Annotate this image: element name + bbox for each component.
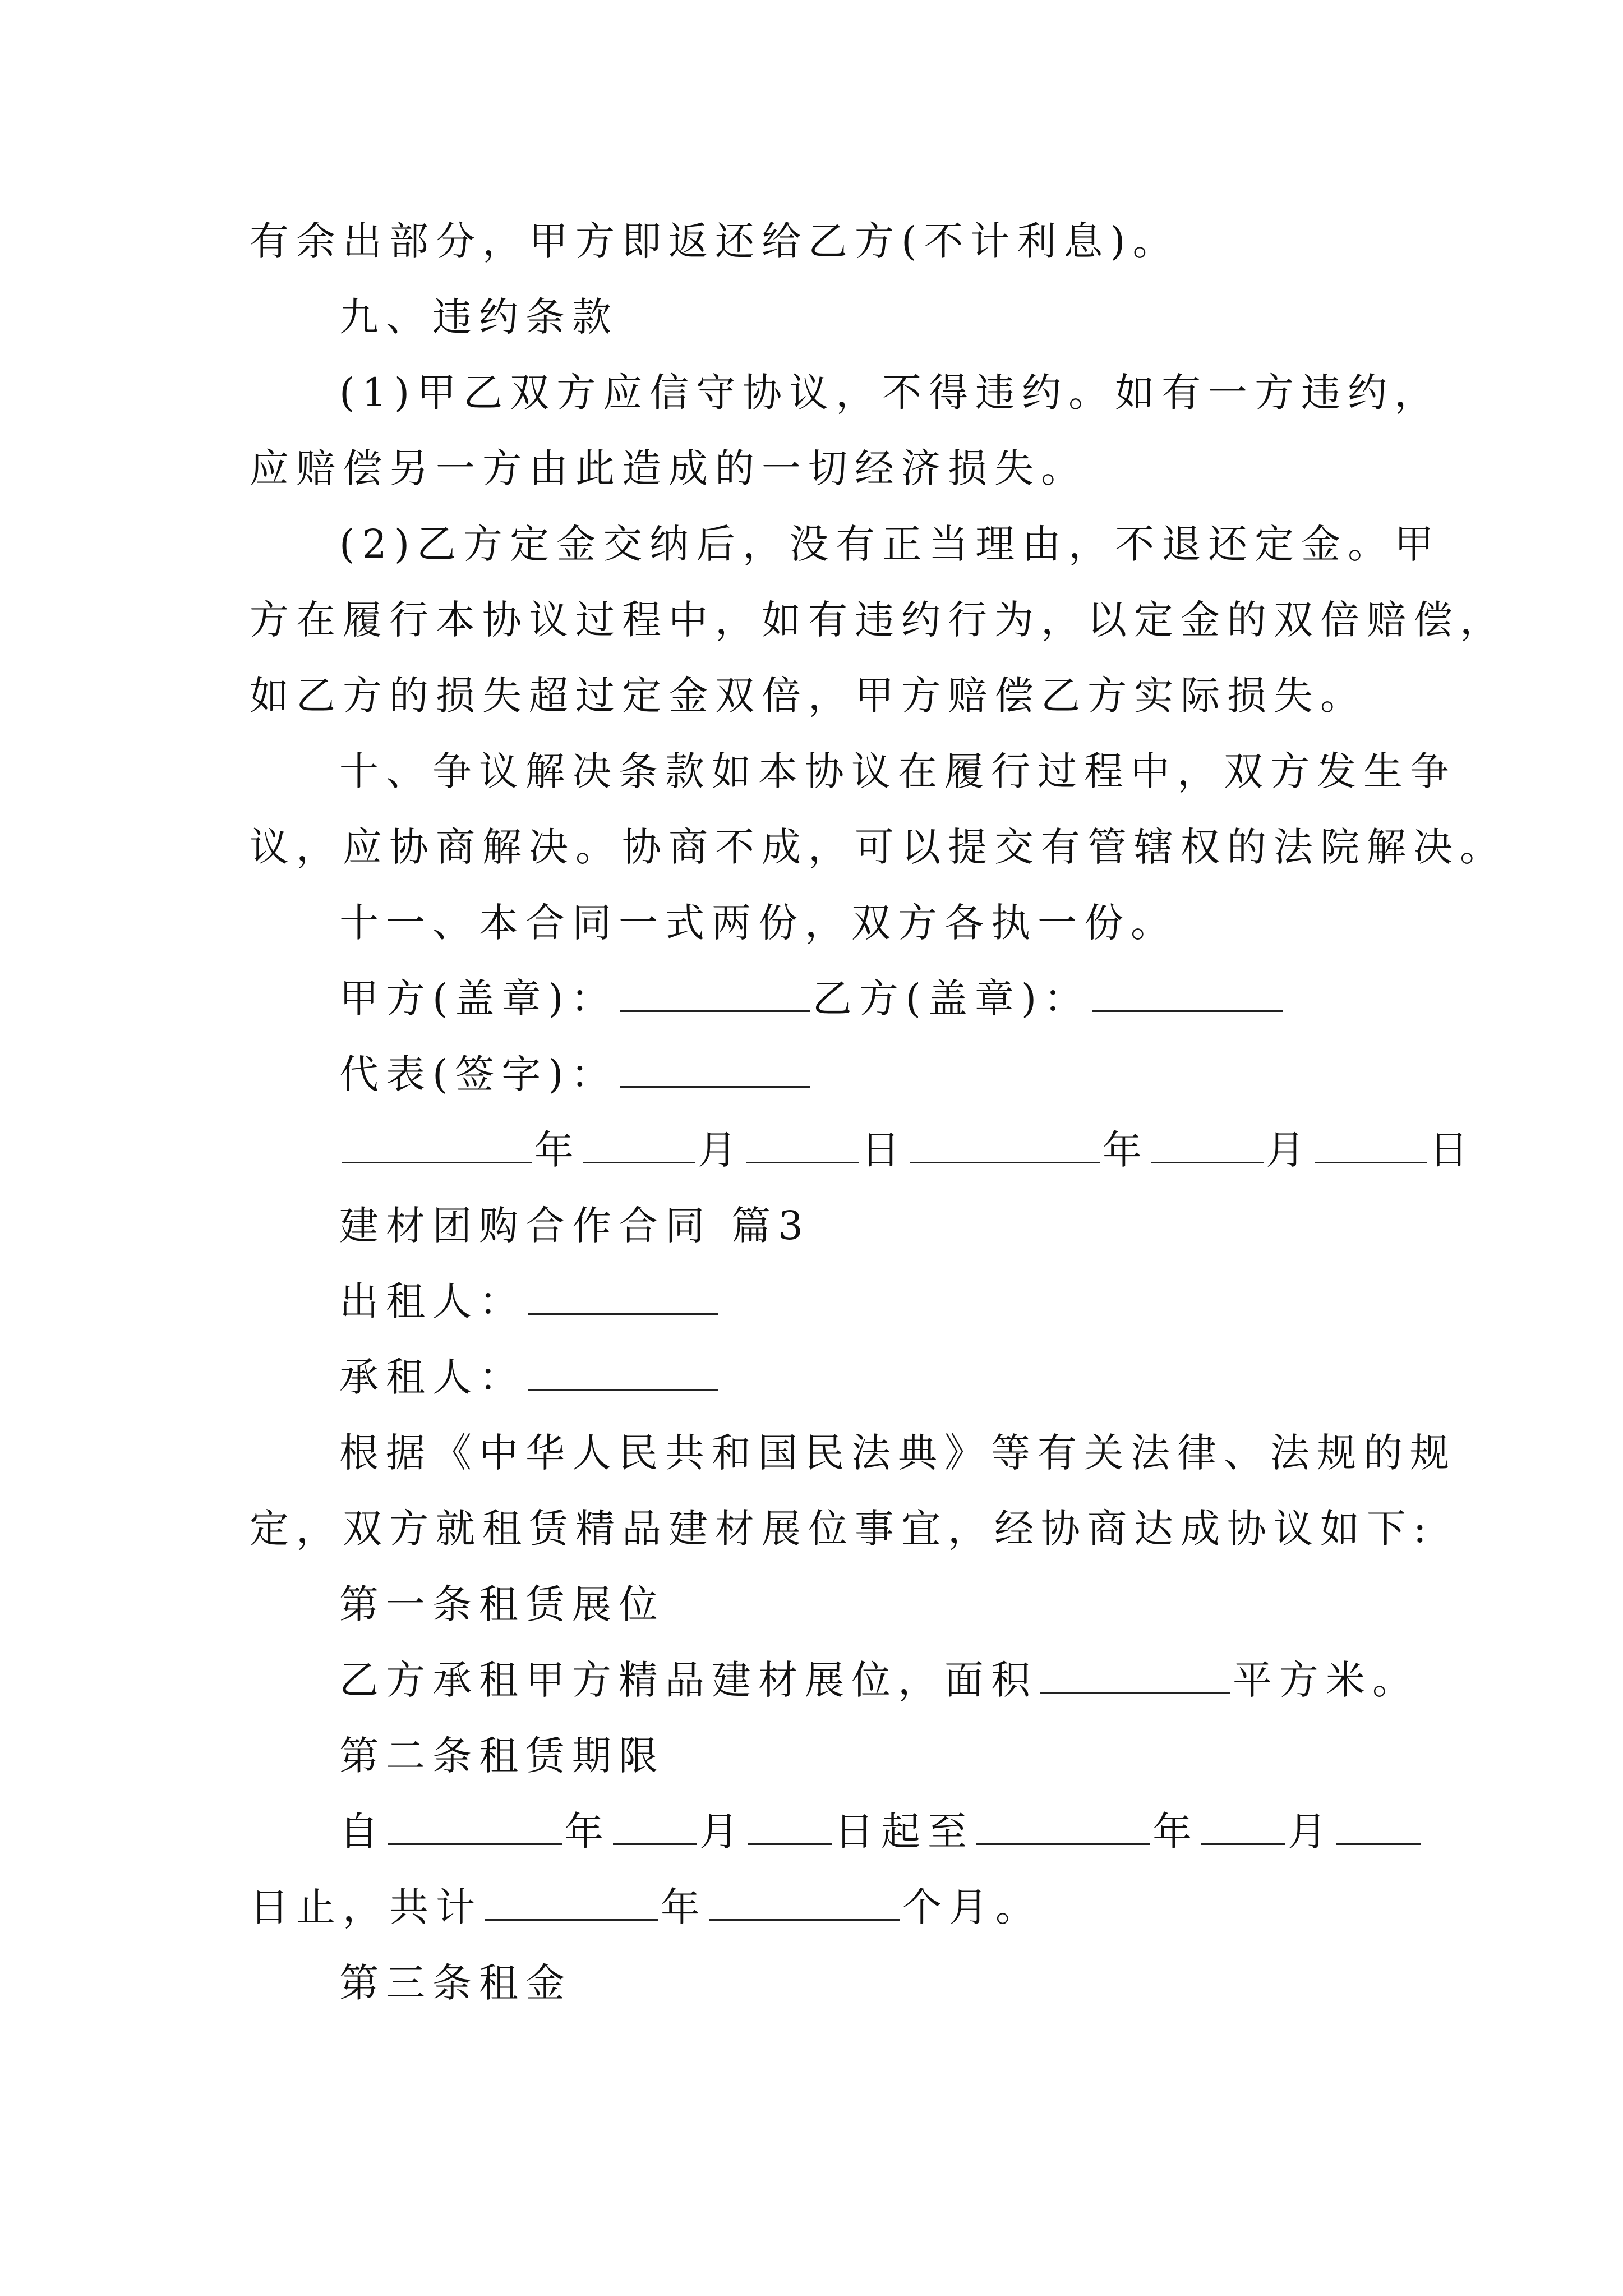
party-b-blank[interactable]: [1092, 977, 1283, 1012]
paragraph-line: 十一、本合同一式两份，双方各执一份。: [339, 900, 1177, 946]
term-from-label: 自: [339, 1809, 386, 1855]
area-unit: 平方米。: [1233, 1657, 1419, 1703]
signature-line-parties: [339, 970, 1285, 1027]
month-label: 月: [698, 1127, 744, 1173]
paragraph-line: (2)乙方定金交纳后，没有正当理由，不退还定金。甲: [339, 521, 1441, 567]
section-heading-breach: 九、违约条款: [339, 294, 619, 340]
paragraph-line: 定，双方就租赁精品建材展位事宜，经协商达成协议如下:: [250, 1506, 1434, 1552]
start-month-blank[interactable]: [613, 1810, 697, 1845]
rep-label: 代表(签字)：: [339, 1051, 617, 1097]
lessor-label: 出租人：: [339, 1278, 525, 1324]
year-blank[interactable]: [910, 1128, 1100, 1163]
end-day-blank[interactable]: [1336, 1810, 1421, 1845]
paragraph-line: 如乙方的损失超过定金双倍，甲方赔偿乙方实际损失。: [250, 673, 1367, 719]
paragraph-line: 议，应协商解决。协商不成，可以提交有管辖权的法院解决。: [250, 824, 1506, 870]
paragraph-line: 有余出部分，甲方即返还给乙方(不计利息)。: [250, 218, 1179, 264]
day-label: 日: [861, 1127, 907, 1173]
lessee-blank[interactable]: [528, 1355, 718, 1391]
months-label: 个月。: [902, 1884, 1042, 1930]
month-label: 月: [1288, 1809, 1334, 1855]
article-1-title: 第一条租赁展位: [339, 1581, 665, 1627]
year-label: 年: [1103, 1127, 1149, 1173]
lessor-line: [339, 1273, 721, 1329]
signature-line-rep: [339, 1046, 813, 1102]
rep-blank[interactable]: [620, 1052, 810, 1088]
month-label: 月: [699, 1809, 746, 1855]
article-2-title: 第二条租赁期限: [339, 1733, 665, 1779]
term-line-1: [339, 1803, 1423, 1860]
start-day-blank[interactable]: [748, 1810, 832, 1845]
end-month-blank[interactable]: [1201, 1810, 1285, 1845]
year-blank[interactable]: [342, 1128, 532, 1163]
month-blank[interactable]: [583, 1128, 695, 1163]
end-year-blank[interactable]: [976, 1810, 1150, 1845]
day-from-label: 日起至: [834, 1809, 974, 1855]
day-label: 日: [1429, 1127, 1476, 1173]
paragraph-line: (1)甲乙双方应信守协议，不得违约。如有一方违约，: [339, 370, 1441, 416]
lessor-blank[interactable]: [528, 1280, 718, 1315]
day-to-label: 日止，共计: [250, 1884, 482, 1930]
month-label: 月: [1266, 1127, 1312, 1173]
year-label: 年: [564, 1809, 611, 1855]
total-months-blank[interactable]: [709, 1885, 900, 1921]
year-label: 年: [661, 1884, 707, 1930]
party-b-label: 乙方(盖章)：: [812, 976, 1091, 1022]
signature-date-line: [339, 1122, 1476, 1178]
paragraph-line: 根据《中华人民共和国民法典》等有关法律、法规的规: [339, 1430, 1456, 1476]
lessee-line: [339, 1349, 721, 1405]
total-years-blank[interactable]: [485, 1885, 658, 1921]
day-blank[interactable]: [746, 1128, 859, 1163]
area-label: 乙方承租甲方精品建材展位，面积: [339, 1657, 1038, 1703]
lessee-label: 承租人：: [339, 1354, 525, 1400]
paragraph-line: 应赔偿另一方由此造成的一切经济损失。: [250, 445, 1087, 491]
paragraph-line: 方在履行本协议过程中，如有违约行为，以定金的双倍赔偿，: [250, 597, 1506, 643]
paragraph-line: 十、争议解决条款如本协议在履行过程中，双方发生争: [339, 748, 1456, 794]
article-3-title: 第三条租金: [339, 1960, 572, 2006]
month-blank[interactable]: [1151, 1128, 1264, 1163]
section-title: 建材团购合作合同 篇3: [339, 1203, 810, 1249]
area-blank[interactable]: [1040, 1658, 1230, 1694]
term-line-2: [250, 1879, 1042, 1935]
article-1-text: [339, 1652, 1419, 1708]
party-a-blank[interactable]: [620, 977, 810, 1012]
year-label: 年: [534, 1127, 581, 1173]
start-year-blank[interactable]: [388, 1810, 562, 1845]
day-blank[interactable]: [1315, 1128, 1427, 1163]
year-label: 年: [1152, 1809, 1199, 1855]
party-a-label: 甲方(盖章)：: [339, 976, 617, 1022]
